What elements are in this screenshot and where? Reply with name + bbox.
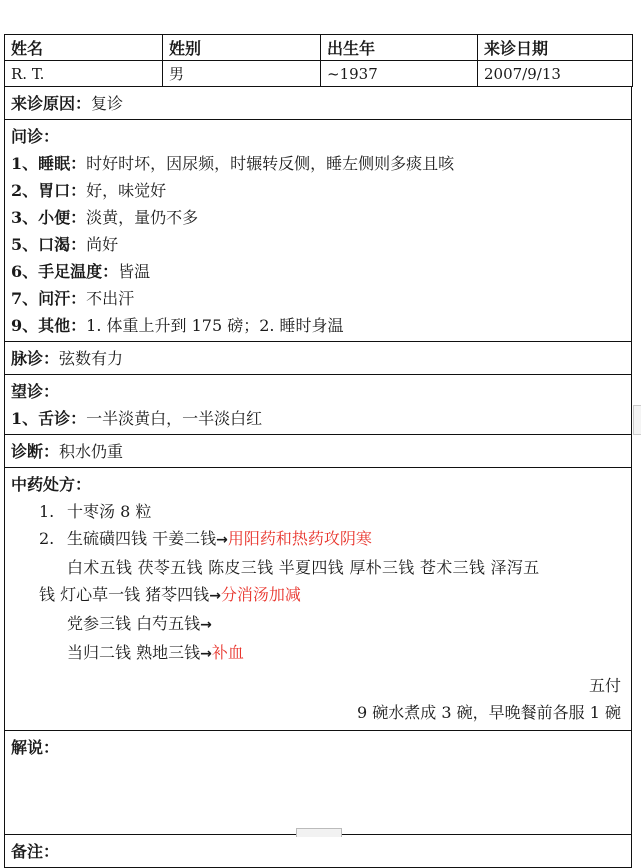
prescription-item-2: [11, 525, 625, 554]
inquiry-title: 问诊：: [11, 127, 60, 146]
inquiry-item-value: 淡黄，量仍不多: [86, 208, 199, 227]
inquiry-item-label: 1、睡眠：: [11, 154, 87, 173]
explanation-section: [4, 731, 632, 835]
prescription-herbs-line: [11, 554, 625, 581]
prescription-instructions: 9 碗水煮成 3 碗，早晚餐前各服 1 碗: [357, 703, 621, 722]
inquiry-item: [11, 150, 625, 177]
inquiry-item: [11, 177, 625, 204]
inquiry-section: [4, 120, 632, 342]
inquiry-item-label: 3、小便：: [11, 208, 87, 227]
prescription-dose: 五付: [588, 676, 621, 695]
prescription-text: 钱 灯心草一钱 猪苓四钱: [39, 585, 210, 604]
inquiry-item: [11, 231, 625, 258]
prescription-text: 十枣汤 8 粒: [67, 502, 152, 521]
pulse-value: 弦数有力: [59, 349, 124, 368]
inquiry-item-label: 9、其他：: [11, 316, 87, 335]
prescription-text: 当归二钱 熟地三钱: [67, 643, 201, 662]
patient-info-header-row: [5, 35, 633, 61]
side-scroll-handle[interactable]: [633, 405, 641, 435]
inquiry-item-label: 6、手足温度：: [11, 262, 119, 281]
visit-reason-section: [4, 87, 632, 120]
tongue-label: 1、舌诊：: [11, 409, 87, 428]
arrow-icon: →: [209, 588, 221, 604]
sex-header: 姓别: [163, 35, 321, 61]
inquiry-item: [11, 312, 625, 339]
diagnosis-label: 诊断：: [11, 442, 60, 461]
name-header: 姓名: [5, 35, 163, 61]
prescription-herbs-line: [11, 581, 625, 610]
prescription-text: 白术五钱 茯苓五钱 陈皮三钱 半夏四钱 厚朴三钱 苍术三钱 泽泻五: [67, 558, 540, 577]
prescription-number: 2.: [39, 529, 55, 548]
visit-date-header: 来诊日期: [478, 35, 633, 61]
inspection-section: [4, 375, 632, 435]
birth-year-value: ~1937: [321, 61, 478, 87]
inquiry-item-label: 5、口渴：: [11, 235, 87, 254]
inquiry-item-value: 皆温: [118, 262, 151, 281]
arrow-icon: →: [200, 646, 212, 662]
prescription-herbs-line: [11, 639, 625, 668]
notes-section: [4, 835, 632, 868]
prescription-note: 用阳药和热药攻阴寒: [227, 529, 372, 548]
prescription-section: [4, 468, 632, 731]
prescription-number: 1.: [39, 502, 55, 521]
prescription-item-1: [11, 498, 625, 525]
prescription-title: 中药处方：: [11, 475, 92, 494]
prescription-herbs-line: [11, 610, 625, 639]
inquiry-item-label: 2、胃口：: [11, 181, 87, 200]
inquiry-item: [11, 285, 625, 312]
birth-year-header: 出生年: [321, 35, 478, 61]
medical-record-page: [4, 34, 632, 868]
inquiry-item: [11, 204, 625, 231]
inspection-item: [11, 405, 625, 432]
pulse-section: [4, 342, 632, 375]
inquiry-item-label: 7、问汗：: [11, 289, 87, 308]
inquiry-item-value: 尚好: [86, 235, 119, 254]
prescription-text: 党参三钱 白芍五钱: [67, 614, 201, 633]
inquiry-item-value: 好，味觉好: [86, 181, 167, 200]
inquiry-item-value: 1. 体重上升到 175 磅；2. 睡时身温: [86, 316, 344, 335]
prescription-note: 补血: [211, 643, 244, 662]
diagnosis-section: [4, 435, 632, 468]
tongue-value: 一半淡黄白，一半淡白红: [86, 409, 263, 428]
sex-value: 男: [163, 61, 321, 87]
visit-reason-value: 复诊: [91, 94, 124, 113]
explanation-label: 解说：: [11, 738, 60, 757]
arrow-icon: →: [216, 532, 228, 548]
pulse-label: 脉诊：: [11, 349, 60, 368]
name-value: R. T.: [5, 61, 163, 87]
prescription-text: 生硫磺四钱 干姜二钱: [67, 529, 217, 548]
inquiry-item: [11, 258, 625, 285]
patient-info-table: [4, 34, 633, 87]
diagnosis-value: 积水仍重: [59, 442, 124, 461]
inquiry-item-value: 不出汗: [86, 289, 135, 308]
inspection-title: 望诊：: [11, 382, 60, 401]
visit-date-value: 2007/9/13: [478, 61, 633, 87]
notes-label: 备注：: [11, 842, 60, 861]
prescription-note: 分消汤加减: [220, 585, 301, 604]
arrow-icon: →: [200, 617, 212, 633]
visit-reason-label: 来诊原因：: [11, 94, 92, 113]
patient-info-value-row: [5, 61, 633, 87]
inquiry-item-value: 时好时坏，因尿频，时辗转反侧，睡左侧则多痰且咳: [86, 154, 455, 173]
